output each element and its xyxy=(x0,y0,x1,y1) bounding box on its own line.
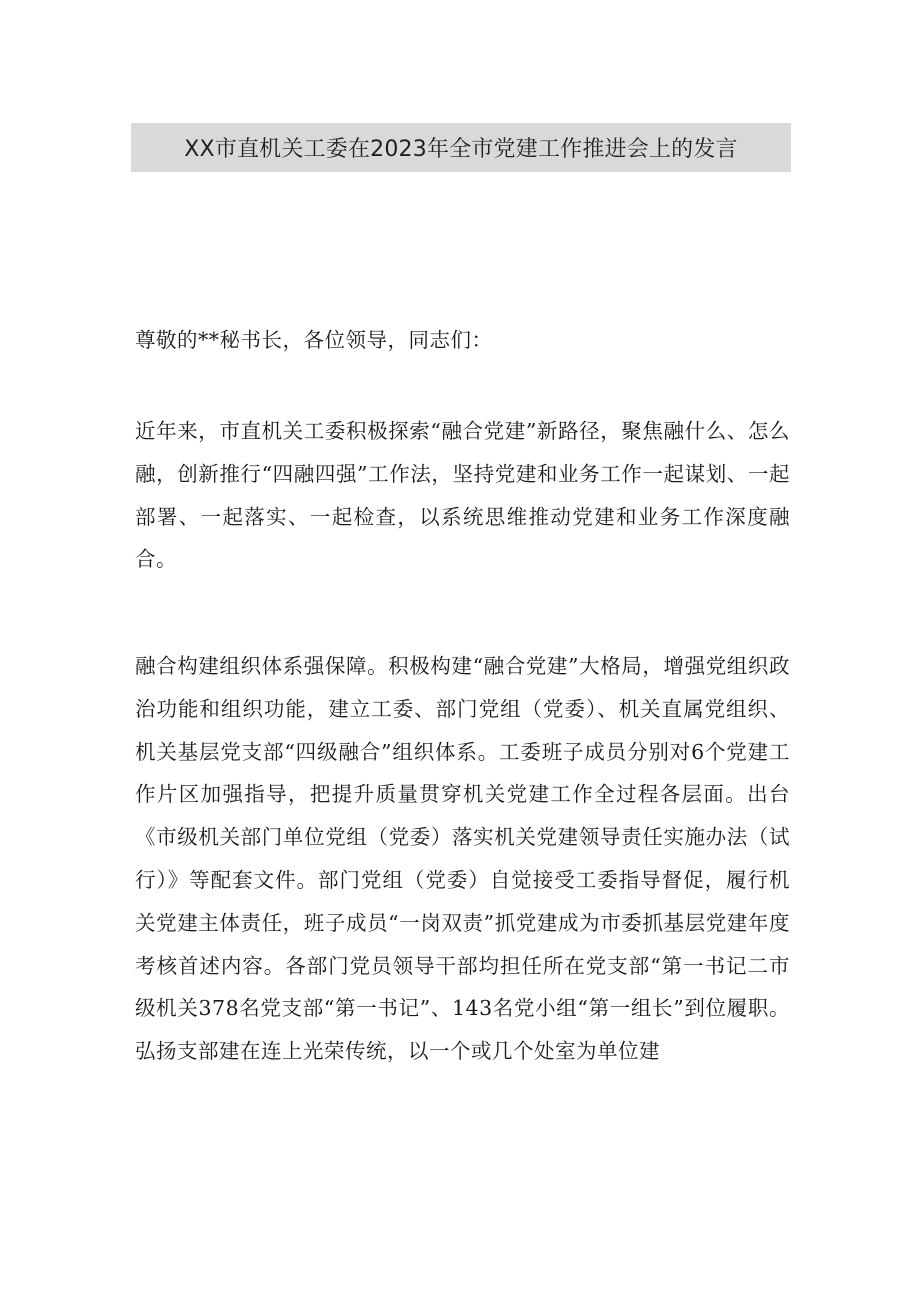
paragraph-organization xyxy=(135,645,790,1073)
salutation-text: 尊敬的**秘书长，各位领导，同志们： xyxy=(135,328,493,352)
salutation xyxy=(135,320,790,360)
paragraph-text: 融合构建组织体系强保障。积极构建“融合党建”大格局，增强党组织政治功能和组织功能，建立工委、部门党组（党委）、机关直属党组织、机关基层党支部“四级融合”组织体系。工委班子成员分别对6个党建工作片区加强指导，把提升质量贯穿机关党建工作全过程各层面。出台《市级机关部门单位党组（党委）落实机关党建领导责任实施办法（试行）》等配套文件。部门党组（党委）自觉接受工委指导督促，履行机关党建主体责任，班子成员“一岗双责”抓党建成为市委抓基层党建年度考核首述内容。各部门党员领导干部均担任所在党支部“第一书记二市级机关378名党支部“第一书记”、143名党小组“第一组长”到位履职。弘扬支部建在连上光荣传统，以一个或几个处室为单位建 xyxy=(135,654,790,1064)
document-title: XX市直机关工委在2023年全市党建工作推进会上的发言 xyxy=(184,137,738,162)
paragraph-text: 近年来，市直机关工委积极探索“融合党建”新路径，聚焦融什么、怎么融，创新推行“四融四强”工作法，坚持党建和业务工作一起谋划、一起部署、一起落实、一起检查，以系统思维推动党建和业务工作深度融合。 xyxy=(135,419,790,572)
paragraph-intro xyxy=(135,410,790,581)
title-banner xyxy=(131,123,791,172)
